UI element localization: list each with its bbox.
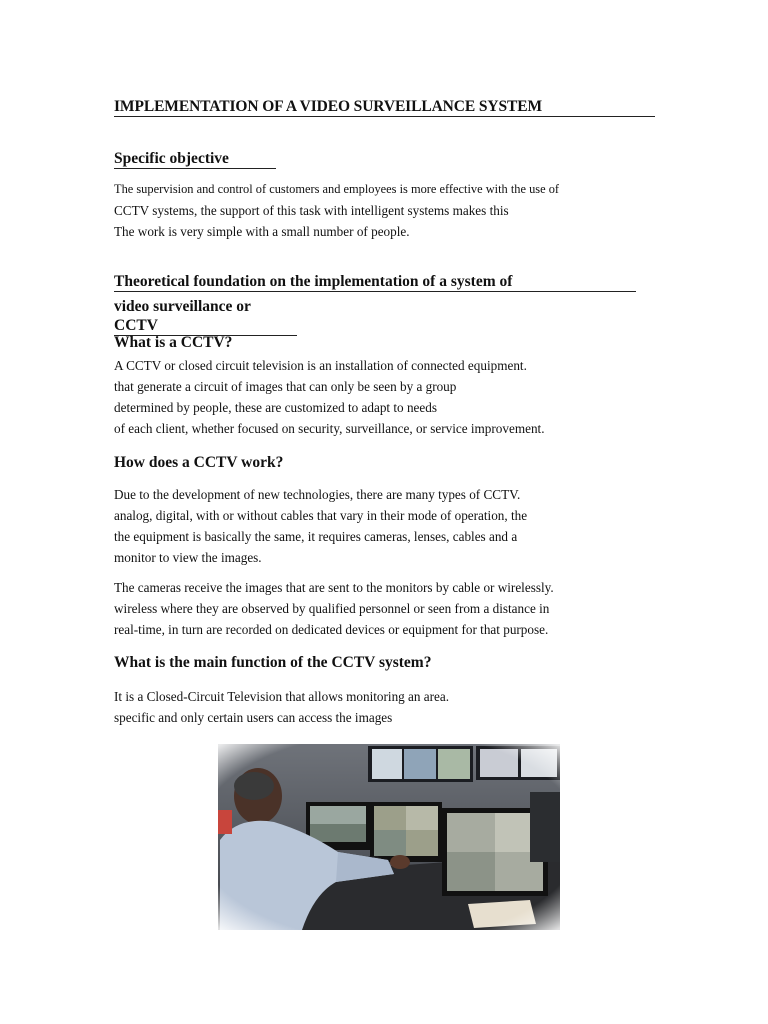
main-function-paragraph	[114, 686, 674, 728]
theoretical-heading-line1: Theoretical foundation on the implementation of a system of	[114, 273, 513, 290]
paragraph-line: The work is very simple with a small number of people.	[114, 224, 410, 239]
paragraph-line: of each client, whether focused on security, surveillance, or service improvement.	[114, 421, 545, 436]
paragraph-line: The cameras receive the images that are sent to the monitors by cable or wirelessly.	[114, 580, 554, 595]
paragraph-line: real-time, in turn are recorded on dedicated devices or equipment for that purpose.	[114, 622, 549, 637]
paragraph-line: monitor to view the images.	[114, 550, 262, 565]
how-cctv-works-heading: How does a CCTV work?	[114, 454, 284, 471]
paragraph-line: A CCTV or closed circuit television is an installation of connected equipment.	[114, 358, 527, 373]
what-is-cctv-heading: What is a CCTV?	[114, 334, 233, 351]
paragraph-line: Due to the development of new technologies, there are many types of CCTV.	[114, 487, 521, 502]
how-cctv-works-paragraph-1	[114, 484, 674, 568]
paragraph-line: It is a Closed-Circuit Television that allows monitoring an area.	[114, 689, 450, 704]
paragraph-line: determined by people, these are customized to adapt to needs	[114, 400, 437, 415]
specific-objective-underline	[114, 149, 276, 169]
specific-objective-heading: Specific objective	[114, 150, 229, 167]
cctv-control-room-photo	[218, 744, 560, 930]
paragraph-line: specific and only certain users can access the images	[114, 710, 393, 725]
how-cctv-works-paragraph-2	[114, 577, 674, 640]
paragraph-line: analog, digital, with or without cables that vary in their mode of operation, the	[114, 508, 528, 523]
theoretical-heading-line2: video surveillance or CCTV	[114, 298, 251, 334]
specific-objective-paragraph	[114, 179, 674, 242]
theoretical-heading-underline-1	[114, 272, 636, 292]
paragraph-line: wireless where they are observed by qualified personnel or seen from a distance in	[114, 601, 550, 616]
paragraph-line: that generate a circuit of images that can only be seen by a group	[114, 379, 457, 394]
theoretical-heading-underline-2	[114, 297, 297, 336]
main-function-heading: What is the main function of the CCTV system?	[114, 654, 432, 671]
document-title: IMPLEMENTATION OF A VIDEO SURVEILLANCE SYSTEM	[114, 98, 543, 115]
photo-illustration	[218, 744, 560, 930]
paragraph-line: The supervision and control of customers and employees is more effective with the use of	[114, 182, 560, 196]
title-underline	[114, 97, 655, 117]
paragraph-line: CCTV systems, the support of this task with intelligent systems makes this	[114, 203, 509, 218]
what-is-cctv-paragraph	[114, 355, 674, 439]
paragraph-line: the equipment is basically the same, it requires cameras, lenses, cables and a	[114, 529, 518, 544]
